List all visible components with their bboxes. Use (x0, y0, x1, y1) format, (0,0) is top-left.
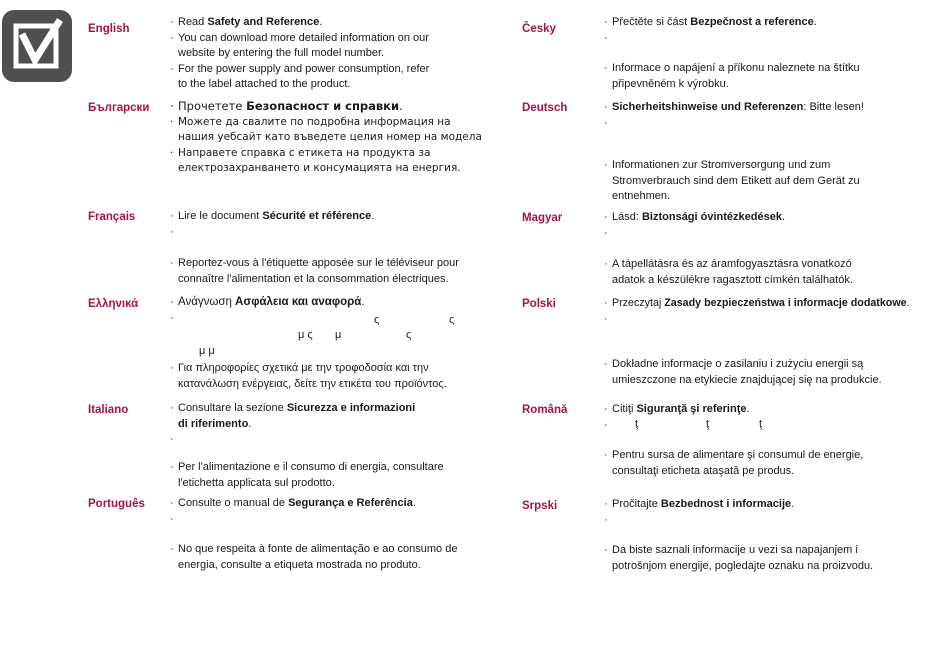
bullet: · (604, 211, 608, 223)
french-text-2 (170, 256, 459, 287)
text: Da biste saznali informacije u vezi sa napajanjem i (612, 544, 858, 556)
lang-label-english: English (88, 23, 130, 35)
bullet: · (604, 358, 608, 370)
bullet: · (604, 297, 608, 309)
text-bold: Bezpečnost a reference (690, 16, 814, 28)
romanian-fragment: ţ (759, 418, 763, 430)
text: Informationen zur Stromversorgung und zum (612, 159, 831, 171)
greek-fragment: μ μ (199, 345, 215, 357)
greek-line-1 (170, 295, 364, 311)
portuguese-line-1 (170, 496, 416, 512)
polish-line-1 (604, 296, 910, 312)
text: Reportez-vous à l'étiquette apposée sur le téléviseur pour (178, 257, 459, 269)
lang-label-serbian: Srpski (522, 500, 558, 512)
bullet: · (604, 16, 608, 28)
french-line-3 (170, 256, 459, 272)
text-bold: Segurança e Referência (288, 497, 413, 509)
english-line-1 (170, 15, 429, 31)
czech-line-1 (604, 15, 817, 31)
text: . (371, 210, 375, 222)
hungarian-line-1 (604, 210, 785, 226)
bullet: · (170, 512, 174, 525)
lang-label-greek: Ελληνικά (88, 298, 139, 310)
bullet: · (170, 146, 174, 159)
bullet: · (170, 115, 174, 128)
text-bold: Zasady bezpieczeństwa i informacje dodatkowe (664, 297, 907, 309)
bullet: · (170, 296, 174, 308)
bulgarian-line-2 (170, 115, 482, 131)
text: Read (178, 16, 208, 28)
text: . (781, 211, 786, 223)
bullet: · (604, 159, 608, 171)
hungarian-text (604, 210, 786, 239)
bullet: · (170, 31, 174, 44)
text-bold: Sicurezza e informazioni (286, 402, 416, 414)
greek-fragment: μ (335, 329, 342, 341)
german-line-3b: Stromverbrauch sind dem Etikett auf dem Gerät zu (612, 174, 860, 187)
greek-text (170, 295, 365, 324)
french-line-1 (170, 209, 374, 225)
text: . (248, 417, 252, 430)
text-bold: Ασφάλεια και αναφορά (235, 296, 362, 308)
text: Можете да свалите по подробна информация на (178, 115, 451, 128)
bullet: · (604, 31, 608, 44)
bullet: · (170, 225, 174, 238)
serbian-line-1 (604, 497, 794, 513)
german-text (604, 100, 864, 129)
lang-label-polish: Polski (522, 298, 556, 310)
hungarian-line-3 (604, 257, 853, 273)
text: . (412, 497, 416, 509)
bullet: · (170, 461, 174, 473)
text: For the power supply and power consumption, refer (178, 62, 430, 75)
lang-label-german: Deutsch (522, 102, 568, 114)
text: . (791, 498, 795, 510)
text: Per l'alimentazione e il consumo di energia, consultare (178, 461, 444, 473)
italian-line-1b (170, 417, 415, 433)
text: Przeczytaj (612, 297, 665, 309)
text: Lire le document (178, 210, 263, 222)
serbian-text-2 (604, 543, 873, 574)
czech-text (604, 15, 817, 44)
lang-label-italian: Italiano (88, 404, 129, 416)
greek-line-3 (170, 361, 447, 377)
italian-text-2 (170, 460, 444, 491)
czech-line-3b: připevněném k výrobku. (612, 77, 729, 90)
bulgarian-line-1 (170, 99, 482, 115)
polish-text-2 (604, 357, 882, 388)
hungarian-line-3b: adatok a készülékre ragasztott címkén találhatók. (612, 273, 853, 286)
text: Citiţi (612, 403, 637, 415)
german-line-1 (604, 100, 864, 116)
bullet: · (604, 312, 608, 325)
italian-line-1 (170, 401, 415, 417)
polish-text (604, 296, 910, 325)
text-bold: Safety and Reference (207, 16, 320, 28)
bullet: · (604, 513, 608, 526)
text: Přečtěte si část (612, 16, 691, 28)
bullet: · (604, 226, 608, 239)
bullet: · (604, 258, 608, 270)
greek-line-3b: κατανάλωση ενέργειας, δείτε την ετικέτα του προϊόντος. (178, 377, 447, 390)
text-bold: di riferimento (178, 417, 249, 430)
text: . (319, 16, 323, 28)
romanian-text (604, 402, 750, 431)
bullet: · (604, 62, 608, 74)
lang-label-bulgarian: Български (88, 102, 150, 114)
romanian-text-2 (604, 448, 863, 479)
polish-line-3 (604, 357, 882, 373)
text: . (399, 99, 403, 113)
greek-fragment: ς (449, 314, 455, 326)
greek-fragment: ς (406, 329, 412, 341)
text: Ανάγνωση (178, 296, 236, 308)
portuguese-text (170, 496, 416, 525)
text: Pročitajte (612, 498, 661, 510)
checkmark-box-icon (2, 10, 72, 82)
lang-label-czech: Česky (522, 23, 556, 35)
bulgarian-text (170, 99, 482, 177)
bulgarian-line-3b: електрозахранването и консумацията на енергия. (178, 162, 461, 174)
bullet: · (170, 311, 174, 324)
english-line-3 (170, 62, 429, 78)
bullet: · (170, 99, 174, 113)
german-line-3c: entnehmen. (612, 190, 671, 202)
text: Направете справка с етикета на продукта за (178, 146, 431, 159)
bullet: · (170, 362, 174, 374)
serbian-text (604, 497, 795, 526)
lang-label-french: Français (88, 211, 136, 223)
bullet: · (604, 403, 608, 415)
serbian-line-3 (604, 543, 873, 559)
text-bold: Siguranţă şi referinţe (636, 403, 747, 415)
text: . (746, 403, 750, 415)
romanian-fragment: ţ (635, 418, 639, 430)
text-bold: Sécurité et référence (262, 210, 372, 222)
text: A tápellátásra és az áramfogyasztásra vonatkozó (612, 258, 852, 270)
text: . (906, 297, 910, 309)
text: Informace o napájení a příkonu naleznete na štítku (612, 62, 860, 74)
portuguese-text-2 (170, 542, 457, 573)
greek-fragment: μ ς (298, 329, 313, 341)
romanian-fragment: ţ (706, 418, 710, 430)
german-line-3 (604, 158, 860, 174)
romanian-line-3 (604, 448, 863, 464)
text-bold: Biztonsági óvintézkedések (641, 211, 782, 223)
text: No que respeita à fonte de alimentação e ao consumo de (178, 543, 458, 555)
bullet: · (604, 418, 608, 431)
text: Lásd: (612, 211, 642, 223)
lang-label-portuguese: Português (88, 498, 145, 510)
text: . (361, 296, 365, 308)
text-bold: Bezbednost i informacije (660, 498, 792, 510)
czech-text-2 (604, 61, 860, 92)
portuguese-line-3 (170, 542, 457, 558)
bullet: · (604, 449, 608, 461)
bullet: · (170, 433, 174, 445)
bullet: · (170, 257, 174, 269)
italian-line-3b: l'etichetta applicata sul prodotto. (178, 476, 335, 489)
english-line-3b: to the label attached to the product. (178, 78, 351, 90)
english-line-2 (170, 31, 429, 47)
bulgarian-line-3 (170, 146, 482, 162)
italian-line-3 (170, 460, 444, 476)
lang-label-romanian: Română (522, 404, 568, 416)
english-line-2b: website by entering the full model number. (178, 47, 385, 59)
romanian-line-3b: consultaţi eticheta ataşată pe produs. (612, 464, 795, 477)
bullet: · (604, 498, 608, 510)
bullet: · (170, 62, 174, 75)
text: Dokładne informacje o zasilaniu i zużyciu energii są (612, 358, 864, 370)
czech-line-3 (604, 61, 860, 77)
bullet: · (170, 16, 174, 28)
bullet: · (604, 544, 608, 556)
bullet: · (170, 210, 174, 222)
serbian-line-3b: potrošnjom energije, pogledajte oznaku na proizvodu. (612, 559, 874, 572)
italian-text (170, 401, 416, 445)
bullet: · (170, 543, 174, 555)
text: Прочетете (178, 99, 247, 113)
text-bold: Sicherheitshinweise und Referenzen (612, 101, 804, 113)
greek-text-2 (170, 361, 447, 392)
text: Pentru sursa de alimentare şi consumul de energie, (612, 449, 864, 461)
text: You can download more detailed information on our (178, 31, 429, 44)
text: . (813, 16, 817, 28)
bullet: · (170, 402, 174, 414)
text: Consulte o manual de (178, 497, 289, 509)
french-line-3b: connaître l'alimentation et la consommation électriques. (178, 272, 449, 285)
german-text-2 (604, 158, 860, 205)
bulgarian-line-2b: нашия уебсайт като въведете целия номер на модела (178, 131, 482, 143)
lang-label-hungarian: Magyar (522, 212, 563, 224)
portuguese-line-3b: energia, consulte a etiqueta mostrada no produto. (178, 558, 421, 571)
text-bold: Безопасност и справки (246, 99, 400, 113)
greek-fragment: ς (374, 314, 380, 326)
romanian-line-1 (604, 402, 750, 418)
bullet: · (604, 116, 608, 129)
bullet: · (170, 497, 174, 509)
bullet: · (604, 101, 608, 113)
text: : Bitte lesen! (803, 101, 864, 113)
text: Για πληροφορίες σχετικά με την τροφοδοσία και την (178, 362, 429, 374)
polish-line-3b: umieszczone na etykiecie znajdującej się na produkcie. (612, 373, 882, 386)
english-text (170, 15, 429, 93)
french-text (170, 209, 375, 238)
hungarian-text-2 (604, 257, 853, 288)
text: Consultare la sezione (178, 402, 287, 414)
